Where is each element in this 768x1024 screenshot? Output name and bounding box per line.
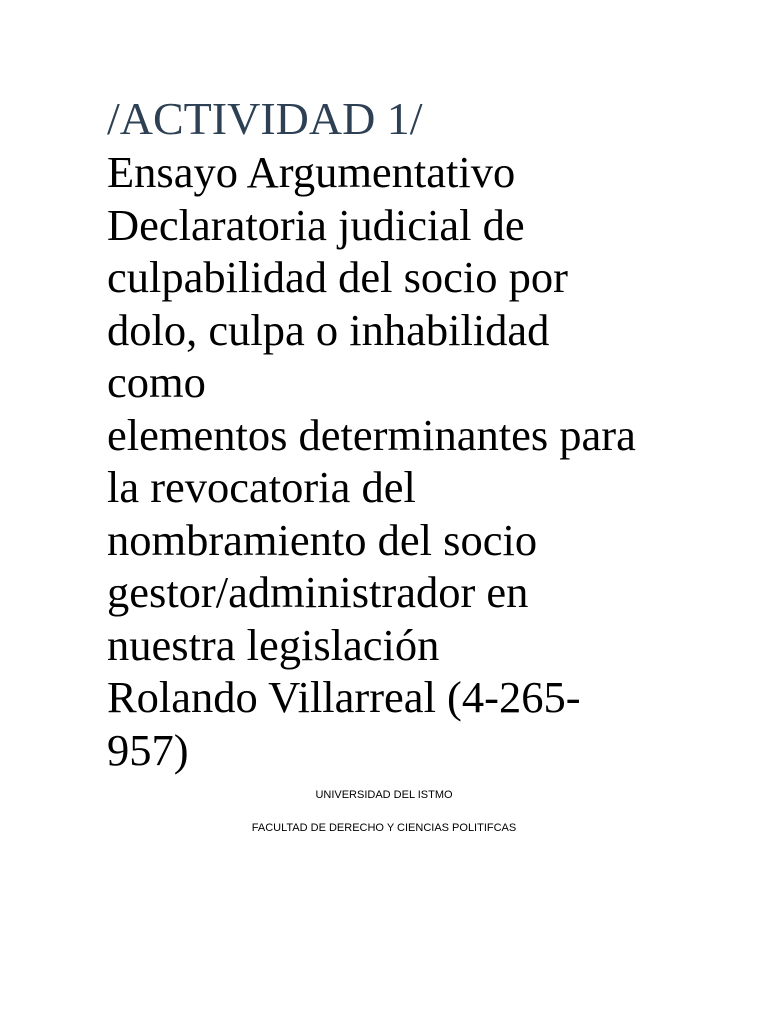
title-line: gestor/administrador en <box>107 567 529 617</box>
title-line: elementos determinantes para <box>107 409 636 460</box>
title-line: como <box>107 357 206 407</box>
title-line: la revocatoria del <box>107 462 416 512</box>
title-line: Declaratoria judicial de <box>107 199 525 250</box>
author-id-line: 957) <box>107 724 189 775</box>
title-line: dolo, culpa o inhabilidad <box>107 304 550 355</box>
heading-block <box>107 92 727 776</box>
essay-title <box>107 146 727 776</box>
activity-heading: /ACTIVIDAD 1/ <box>107 93 423 144</box>
title-line: nombramiento del socio <box>107 514 538 565</box>
author-line: Rolando Villarreal (4-265- <box>107 672 581 722</box>
faculty-name: FACULTAD DE DERECHO Y CIENCIAS POLITIFCAS <box>251 822 517 834</box>
title-line: culpabilidad del socio por <box>107 252 568 302</box>
title-line: nuestra legislación <box>107 619 440 670</box>
university-name: UNIVERSIDAD DEL ISTMO <box>315 789 453 801</box>
title-line: Ensayo Argumentativo <box>107 147 516 197</box>
